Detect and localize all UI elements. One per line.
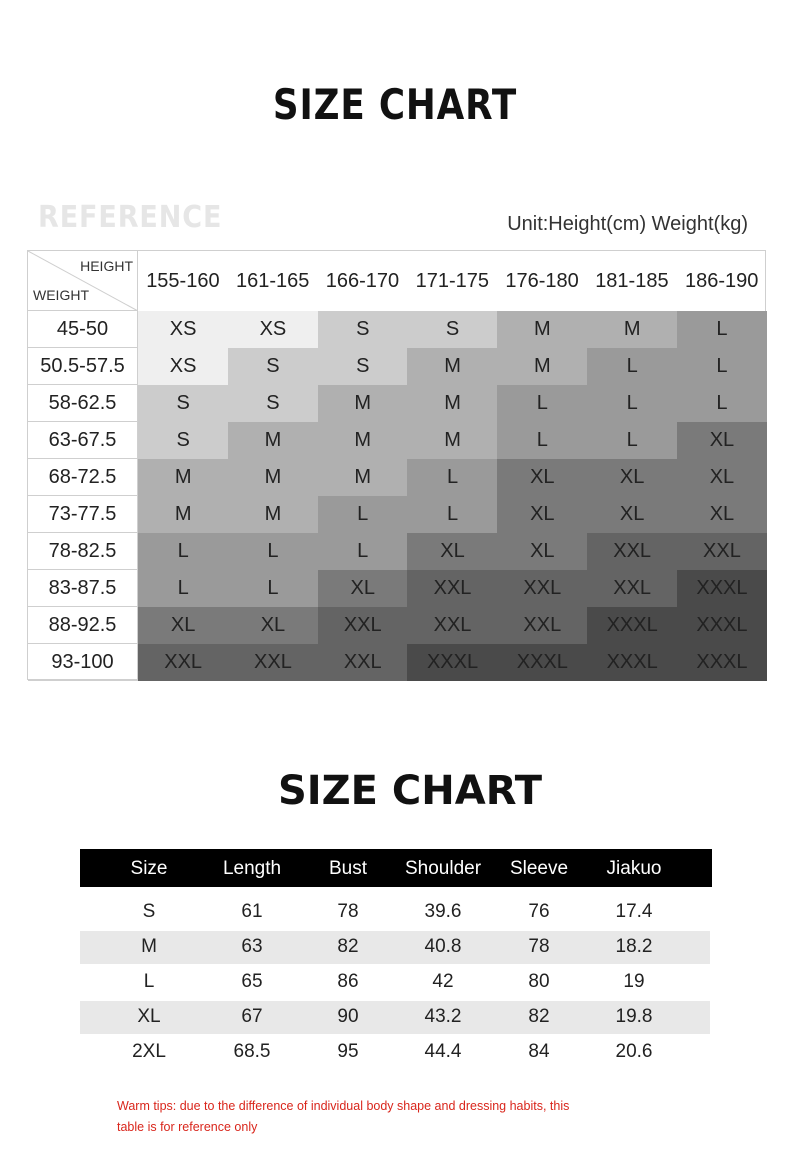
warm-tips xyxy=(117,1096,657,1138)
measure-cell: 76 xyxy=(528,901,550,922)
measure-cell: 43.2 xyxy=(424,1006,462,1027)
measure-cell: 19 xyxy=(623,971,645,992)
weight-row-label: 63-67.5 xyxy=(28,422,138,459)
height-header-cell: 161-165 xyxy=(235,270,310,292)
size-cell: XL xyxy=(587,496,677,533)
size-cell: XXL xyxy=(407,607,497,644)
size-cell: XL xyxy=(677,459,767,496)
size-cell: S xyxy=(228,348,318,385)
size-cell: XXL xyxy=(138,644,228,681)
weight-row-label: 68-72.5 xyxy=(28,459,138,496)
size-cell: XXL xyxy=(497,570,587,607)
size-cell: L xyxy=(407,459,497,496)
size-cell: L xyxy=(228,533,318,570)
height-header-cell: 155-160 xyxy=(146,270,220,292)
measure-cell: 2XL xyxy=(132,1041,166,1062)
measurement-table-header xyxy=(80,849,712,887)
size-cell: XXL xyxy=(228,644,318,681)
measure-cell: 63 xyxy=(241,936,263,957)
size-cell: S xyxy=(318,348,408,385)
height-header-cell: 171-175 xyxy=(415,270,489,292)
size-cell: M xyxy=(587,311,677,348)
measure-cell: 84 xyxy=(528,1041,550,1062)
measure-cell: 82 xyxy=(337,936,359,957)
size-cell: XL xyxy=(497,533,587,570)
size-cell: M xyxy=(318,422,408,459)
measure-header-cell: Sleeve xyxy=(509,858,569,879)
measure-cell: 67 xyxy=(241,1006,263,1027)
size-cell: XS xyxy=(228,311,318,348)
size-cell: L xyxy=(587,348,677,385)
size-cell: M xyxy=(318,385,408,422)
size-cell: XXXL xyxy=(677,644,767,681)
measure-cell: XL xyxy=(137,1006,161,1027)
size-cell: XL xyxy=(407,533,497,570)
measure-cell: L xyxy=(143,971,155,992)
size-cell: XXXL xyxy=(407,644,497,681)
size-cell: XXXL xyxy=(497,644,587,681)
size-cell: L xyxy=(587,422,677,459)
height-axis-label: HEIGHT xyxy=(80,258,133,274)
size-cell: L xyxy=(318,496,408,533)
size-cell: S xyxy=(228,385,318,422)
reference-size-table xyxy=(27,250,766,680)
table-row xyxy=(80,931,710,964)
table-corner xyxy=(28,251,138,311)
height-header-cell: 186-190 xyxy=(684,270,759,292)
size-cell: XL xyxy=(228,607,318,644)
size-cell: L xyxy=(677,385,767,422)
size-cell: L xyxy=(228,570,318,607)
size-cell: XL xyxy=(138,607,228,644)
weight-row-label: 88-92.5 xyxy=(28,607,138,644)
size-cell: XXXL xyxy=(587,607,677,644)
measure-cell: 82 xyxy=(528,1006,550,1027)
size-cell: XS xyxy=(138,311,228,348)
measure-cell: 40.8 xyxy=(424,936,462,957)
size-cell: XXL xyxy=(318,607,408,644)
measure-header-cell: Length xyxy=(222,858,282,879)
measure-cell: 78 xyxy=(337,901,359,922)
size-cell: XXL xyxy=(677,533,767,570)
measure-cell: 90 xyxy=(337,1006,359,1027)
measure-cell: 19.8 xyxy=(615,1006,653,1027)
weight-axis-label: WEIGHT xyxy=(33,287,89,303)
measure-cell: M xyxy=(141,936,157,957)
size-cell: XXL xyxy=(318,644,408,681)
size-cell: S xyxy=(138,422,228,459)
size-cell: L xyxy=(318,533,408,570)
size-cell: XL xyxy=(497,459,587,496)
weight-row-label: 73-77.5 xyxy=(28,496,138,533)
height-header-cell: 166-170 xyxy=(325,270,400,292)
size-cell: M xyxy=(497,348,587,385)
unit-label: Unit:Height(cm) Weight(kg) xyxy=(507,213,748,235)
measure-cell: 65 xyxy=(241,971,263,992)
table-row xyxy=(80,1001,710,1034)
size-cell: XXL xyxy=(587,533,677,570)
measure-cell: 18.2 xyxy=(615,936,653,957)
measure-cell: 80 xyxy=(528,971,550,992)
tips-line-2: table is for reference only xyxy=(117,1120,258,1134)
size-cell: XL xyxy=(497,496,587,533)
table-row xyxy=(80,966,710,999)
size-cell: XL xyxy=(587,459,677,496)
size-cell: XXXL xyxy=(587,644,677,681)
page-title: SIZE CHART xyxy=(272,80,518,129)
weight-row-label: 78-82.5 xyxy=(28,533,138,570)
size-cell: L xyxy=(138,570,228,607)
size-cell: XXXL xyxy=(677,570,767,607)
height-header-cell: 176-180 xyxy=(505,270,579,292)
measure-cell: 44.4 xyxy=(424,1041,462,1062)
size-cell: XXL xyxy=(587,570,677,607)
size-cell: M xyxy=(138,459,228,496)
size-cell: S xyxy=(318,311,408,348)
measurement-title: SIZE CHART xyxy=(277,768,543,814)
size-cell: M xyxy=(497,311,587,348)
table-row xyxy=(80,1036,710,1069)
tips-line-1: Warm tips: due to the difference of individual body shape and dressing habits, this xyxy=(117,1099,570,1113)
size-cell: M xyxy=(138,496,228,533)
size-cell: XL xyxy=(318,570,408,607)
size-cell: XXL xyxy=(497,607,587,644)
size-cell: M xyxy=(228,459,318,496)
measure-header-cell: Shoulder xyxy=(404,858,482,879)
size-cell: XL xyxy=(677,422,767,459)
measure-header-cell: Size xyxy=(130,858,168,879)
size-cell: L xyxy=(587,385,677,422)
reference-label: REFERENCE xyxy=(38,200,223,235)
size-cell: XXXL xyxy=(677,607,767,644)
size-cell: M xyxy=(228,422,318,459)
weight-row-label: 58-62.5 xyxy=(28,385,138,422)
size-cell: L xyxy=(677,348,767,385)
measure-cell: 17.4 xyxy=(615,901,653,922)
size-cell: XXL xyxy=(407,570,497,607)
measure-header-cell: Bust xyxy=(328,858,368,879)
size-cell: L xyxy=(677,311,767,348)
weight-row-label: 50.5-57.5 xyxy=(28,348,138,385)
table-row xyxy=(80,896,710,929)
measure-cell: 86 xyxy=(337,971,359,992)
size-cell: S xyxy=(407,311,497,348)
size-cell: L xyxy=(497,422,587,459)
size-cell: XS xyxy=(138,348,228,385)
height-header-cell: 181-185 xyxy=(595,270,669,292)
weight-row-label: 45-50 xyxy=(28,311,138,348)
weight-row-label: 83-87.5 xyxy=(28,570,138,607)
measure-cell: 39.6 xyxy=(424,901,462,922)
size-cell: M xyxy=(318,459,408,496)
size-cell: S xyxy=(138,385,228,422)
size-cell: L xyxy=(497,385,587,422)
size-cell: XL xyxy=(677,496,767,533)
size-cell: M xyxy=(407,422,497,459)
measure-cell: 78 xyxy=(528,936,550,957)
measure-cell: 95 xyxy=(337,1041,359,1062)
measure-cell: S xyxy=(142,901,156,922)
measure-cell: 20.6 xyxy=(615,1041,653,1062)
measure-cell: 42 xyxy=(432,971,454,992)
weight-row-label: 93-100 xyxy=(28,644,138,681)
size-cell: M xyxy=(407,348,497,385)
size-cell: M xyxy=(407,385,497,422)
measure-header-cell: Jiakuo xyxy=(606,858,662,879)
size-cell: L xyxy=(138,533,228,570)
measure-cell: 68.5 xyxy=(233,1041,271,1062)
size-cell: M xyxy=(228,496,318,533)
size-cell: L xyxy=(407,496,497,533)
measure-cell: 61 xyxy=(241,901,263,922)
